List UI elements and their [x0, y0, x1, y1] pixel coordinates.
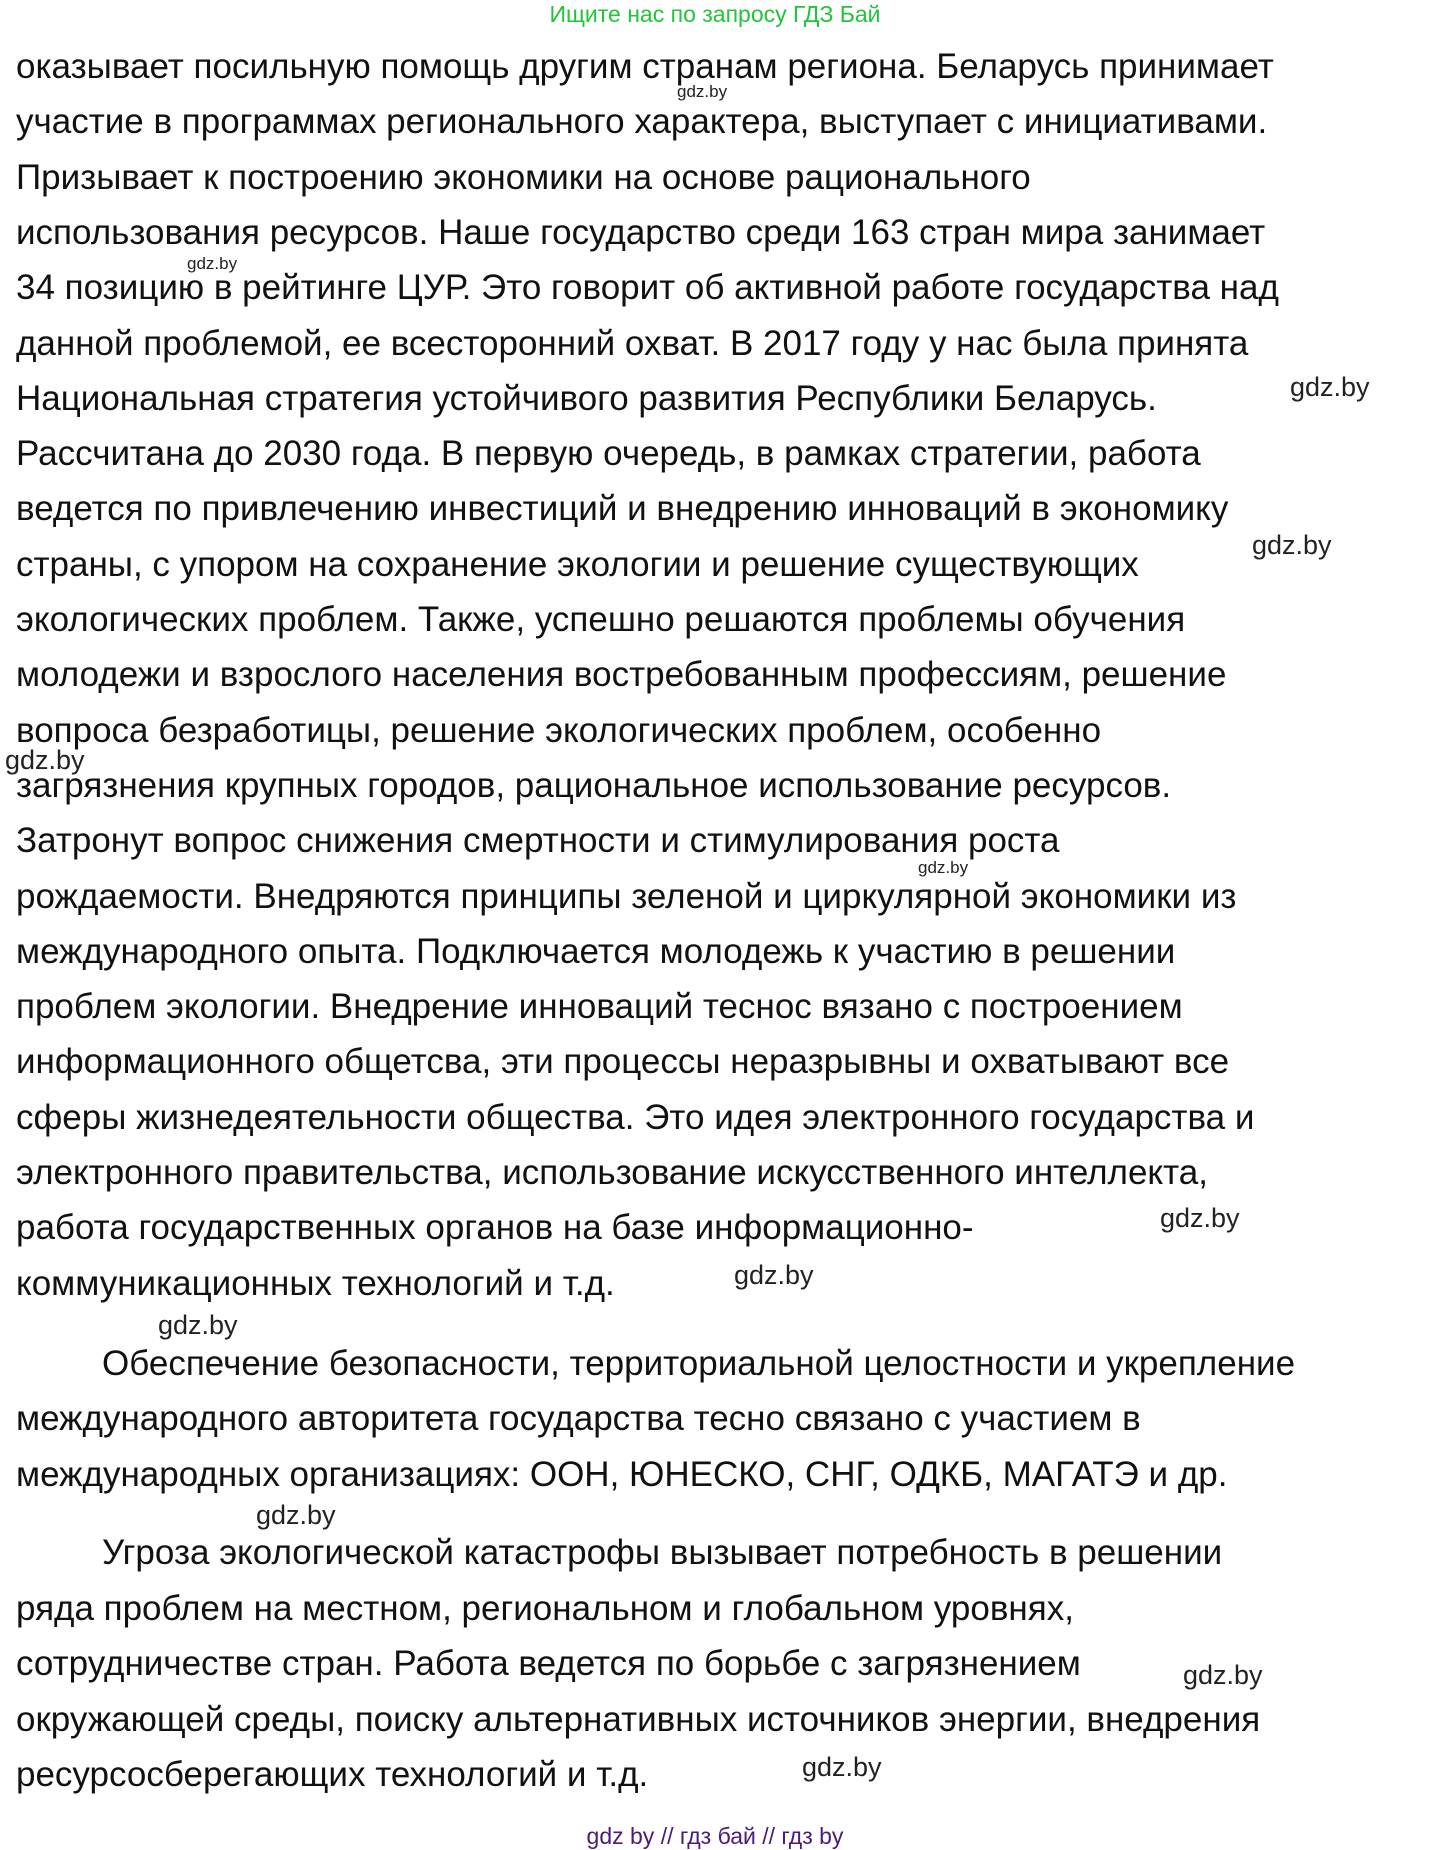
text-line: сотрудничестве стран. Работа ведется по борьбе с загрязнением: [16, 1644, 1081, 1683]
text-line: международного опыта. Подключается молодежь к участию в решении: [16, 931, 1176, 971]
text-line: оказывает посильную помощь другим странам региона. Беларусь принимает: [16, 47, 1274, 86]
text-line: загрязнения крупных городов, рациональное использование ресурсов.: [16, 765, 1172, 805]
watermark-text: gdz.by: [187, 254, 238, 273]
text-line: Рассчитана до 2030 года. В первую очередь, в рамках стратегии, работа: [16, 434, 1201, 474]
text-line: ведется по привлечению инвестиций и внедрению инноваций в экономику: [16, 489, 1229, 529]
text-line: Обеспечение безопасности, территориальной целостности и укрепление: [102, 1344, 1296, 1383]
watermark-text: gdz.by: [1252, 530, 1332, 560]
watermark-text: gdz.by: [734, 1260, 814, 1290]
text-line: Национальная стратегия устойчивого развития Республики Беларусь.: [16, 378, 1157, 418]
text-line: Затронут вопрос снижения смертности и стимулирования роста: [16, 821, 1060, 861]
watermark-text: gdz.by: [1183, 1660, 1263, 1690]
text-line: ряда проблем на местном, региональном и глобальном уровнях,: [16, 1589, 1074, 1628]
text-line: электронного правительства, использование искусственного интеллекта,: [16, 1153, 1208, 1192]
text-line: 34 позицию в рейтинге ЦУР. Это говорит об активной работе государства над: [16, 268, 1279, 308]
text-line: международного авторитета государства тесно связано с участием в: [16, 1399, 1141, 1438]
text-line: коммуникационных технологий и т.д.: [16, 1263, 615, 1303]
text-line: участие в программах регионального характера, выступает с инициативами.: [16, 102, 1268, 142]
text-line: данной проблемой, ее всесторонний охват. В 2017 году у нас была принята: [16, 323, 1249, 363]
search-hint-header: Ищите нас по запросу ГДЗ Бай: [549, 1, 881, 27]
watermark-text: gdz.by: [5, 745, 85, 775]
watermark-text: gdz.by: [918, 858, 969, 877]
watermark-text: gdz.by: [1160, 1203, 1240, 1233]
text-line: работа государственных органов на базе информационно-: [16, 1208, 974, 1248]
text-line: экологических проблем. Также, успешно решаются проблемы обучения: [16, 600, 1186, 639]
watermark-text: gdz.by: [802, 1752, 882, 1782]
text-line: окружающей среды, поиску альтернативных источников энергии, внедрения: [16, 1700, 1261, 1739]
watermark-text: gdz.by: [677, 82, 728, 101]
text-line: страны, с упором на сохранение экологии и решение существующих: [16, 544, 1139, 584]
text-line: Угроза экологической катастрофы вызывает потребность в решении: [102, 1533, 1223, 1572]
site-footer: gdz by // гдз бай // гдз by: [586, 1823, 844, 1849]
text-line: молодежи и взрослого населения востребованным профессиям, решение: [16, 655, 1227, 695]
text-line: международных организациях: ООН, ЮНЕСКО, СНГ, ОДКБ, МАГАТЭ и др.: [16, 1455, 1228, 1494]
watermark-text: gdz.by: [256, 1500, 336, 1530]
text-line: вопроса безработицы, решение экологических проблем, особенно: [16, 710, 1102, 750]
watermark-text: gdz.by: [158, 1310, 238, 1340]
watermark-text: gdz.by: [1290, 372, 1370, 402]
text-line: ресурсосберегающих технологий и т.д.: [16, 1755, 649, 1794]
text-line: информационного общетсва, эти процессы неразрывны и охватывают все: [16, 1042, 1230, 1082]
text-line: Призывает к построению экономики на основе рационального: [16, 157, 1031, 197]
text-line: использования ресурсов. Наше государство среди 163 стран мира занимает: [16, 212, 1266, 252]
text-line: рождаемости. Внедряются принципы зеленой и циркулярной экономики из: [16, 876, 1237, 916]
text-line: сферы жизнедеятельности общества. Это идея электронного государства и: [16, 1097, 1255, 1137]
text-line: проблем экологии. Внедрение инноваций теснос вязано с построением: [16, 987, 1183, 1027]
